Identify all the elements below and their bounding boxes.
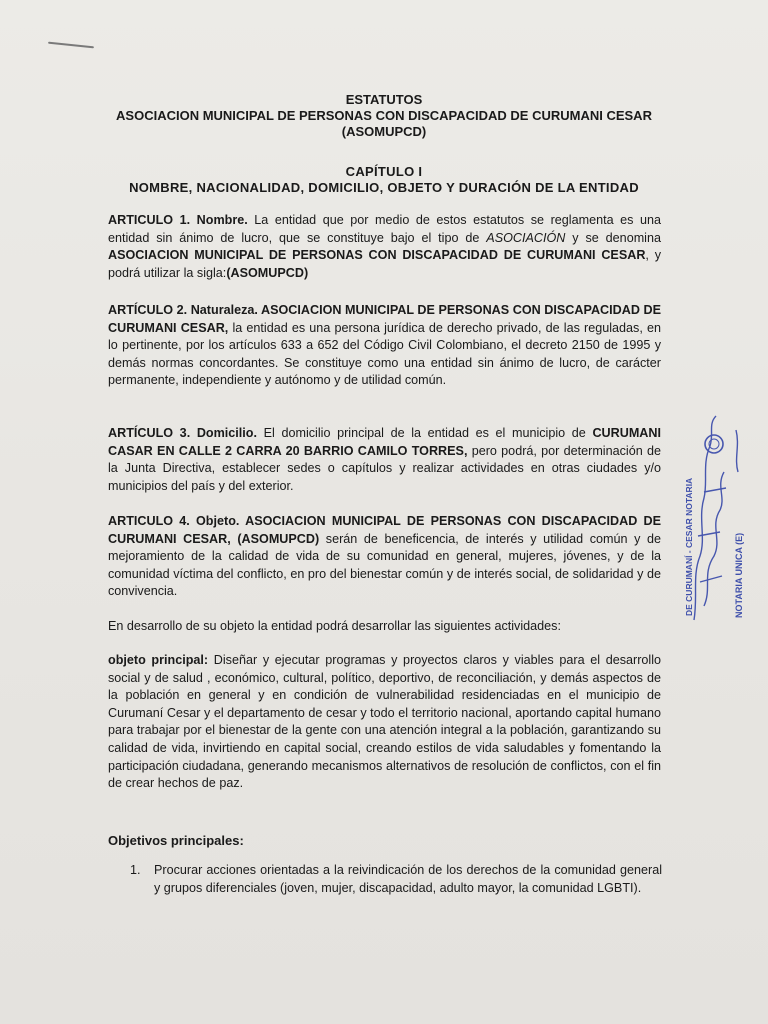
article-2: [108, 302, 661, 390]
article-3-address: CURUMANI CASAR EN CALLE 2 CARRA 20 BARRIO CAMILO TORRES,: [108, 426, 661, 458]
objeto-principal: [108, 652, 661, 793]
objeto-principal-heading: objeto principal:: [108, 653, 209, 667]
notary-stamp: [664, 406, 748, 628]
article-3-text-a: El domicilio principal de la entidad es el municipio de: [257, 426, 593, 440]
pen-mark: [48, 42, 94, 49]
article-3-text-b: pero podrá, por determinación de la Junta Directiva, establecer sedes o capítulos y realizar actividades en otras ciudades y/o municipios del país y del exterior.: [108, 443, 661, 493]
article-4-text: serán de beneficencia, de interés y utilidad común y de mejoramiento de la calidad de vida de su comunidad en general, mujeres, jóvenes, y de la comunidad víctima del conflicto, en pro del bienestar común y de interés social, de solidaridad y de convivencia.: [108, 531, 661, 599]
chapter-title: NOMBRE, NACIONALIDAD, DOMICILIO, OBJETO Y DURACIÓN DE LA ENTIDAD: [129, 180, 639, 195]
article-2-text: la entidad es una persona jurídica de derecho privado, de las reguladas, en lo pertinente, por los artículos 633 a 652 del Código Civil Colombiano, el decreto 2150 de 1995 y demás normas concordantes. Se constituye como una entidad sin ánimo de lucro, de carácter permanente, independiente y autónomo y de utilidad común.: [108, 320, 662, 388]
document-header: [100, 92, 668, 140]
article-1-entity-name: ASOCIACION MUNICIPAL DE PERSONAS CON DISCAPACIDAD DE CURUMANI CESAR: [108, 248, 646, 263]
objetivos-heading: Objetivos principales:: [108, 833, 244, 848]
article-3-heading: ARTÍCULO 3. Domicilio.: [108, 426, 257, 440]
article-4-heading: ARTICULO 4. Objeto.: [108, 514, 240, 528]
article-1-text-a: La entidad que por medio de estos estatutos se reglamenta es una entidad sin ánimo de lucro, que se constituye bajo el tipo de: [108, 213, 661, 245]
document-title: ESTATUTOS: [345, 92, 423, 107]
list-item-text: Procurar acciones orientadas a la reivindicación de los derechos de la comunidad general y grupos diferenciales (joven, mujer, discapacidad, adulto mayor, la comunidad LGBTI).: [154, 863, 662, 895]
article-1-text-c: , y podrá utilizar la sigla:: [108, 248, 661, 280]
seal-circle: [705, 435, 723, 453]
article-1: [108, 212, 661, 282]
article-4-entity-name: ASOCIACION MUNICIPAL DE PERSONAS CON DISCAPACIDAD DE CURUMANI CESAR, (ASOMUPCD): [108, 514, 662, 546]
objetivos-list: [130, 862, 662, 897]
objeto-principal-text: Diseñar y ejecutar programas y proyectos claros y viables para el desarrollo social y de salud , económico, cultural, político, deportivo, de reconciliación, y demás aspectos de la población en general y en condición de vulnerabilidad residenciadas en el municipio de Curumaní Cesar y el departamento de cesar y todo el territorio nacional, aportando capital humano para trabajar por el bienestar de la gente con una atención integral a la población, garantizando su calidad de vida, invirtiendo en capital social, creando estilos de vida saludables y fomentando la participación ciudadana, generando mecanismos alternativos de resolución de conflictos, con el fin de crear hechos de paz.: [108, 653, 662, 791]
article-4: [108, 513, 661, 601]
stamp-line-1: DE CURUMANÍ - CESAR NOTARIA: [684, 477, 694, 616]
article-2-entity-name: ASOCIACION MUNICIPAL DE PERSONAS CON DISCAPACIDAD DE CURUMANI CESAR,: [108, 303, 661, 335]
list-item-number: 1.: [130, 863, 141, 877]
list-item: [130, 862, 662, 897]
article-2-heading: ARTÍCULO 2. Naturaleza.: [108, 303, 258, 317]
document-subtitle: ASOCIACION MUNICIPAL DE PERSONAS CON DISCAPACIDAD DE CURUMANI CESAR: [116, 108, 652, 123]
article-1-text-b: y se denomina: [565, 230, 661, 245]
article-1-heading: ARTICULO 1. Nombre.: [108, 213, 248, 227]
article-1-italic: ASOCIACIÓN: [486, 230, 566, 245]
chapter-header: [100, 164, 668, 196]
stamp-line-2: NOTARIA UNICA (E): [734, 532, 744, 618]
activities-intro: En desarrollo de su objeto la entidad podrá desarrollar las siguientes actividades:: [108, 619, 561, 633]
article-3: [108, 425, 661, 495]
article-1-sigla: (ASOMUPCD): [226, 265, 309, 280]
document-acronym: (ASOMUPCD): [341, 124, 427, 139]
chapter-number: CAPÍTULO I: [345, 164, 423, 179]
